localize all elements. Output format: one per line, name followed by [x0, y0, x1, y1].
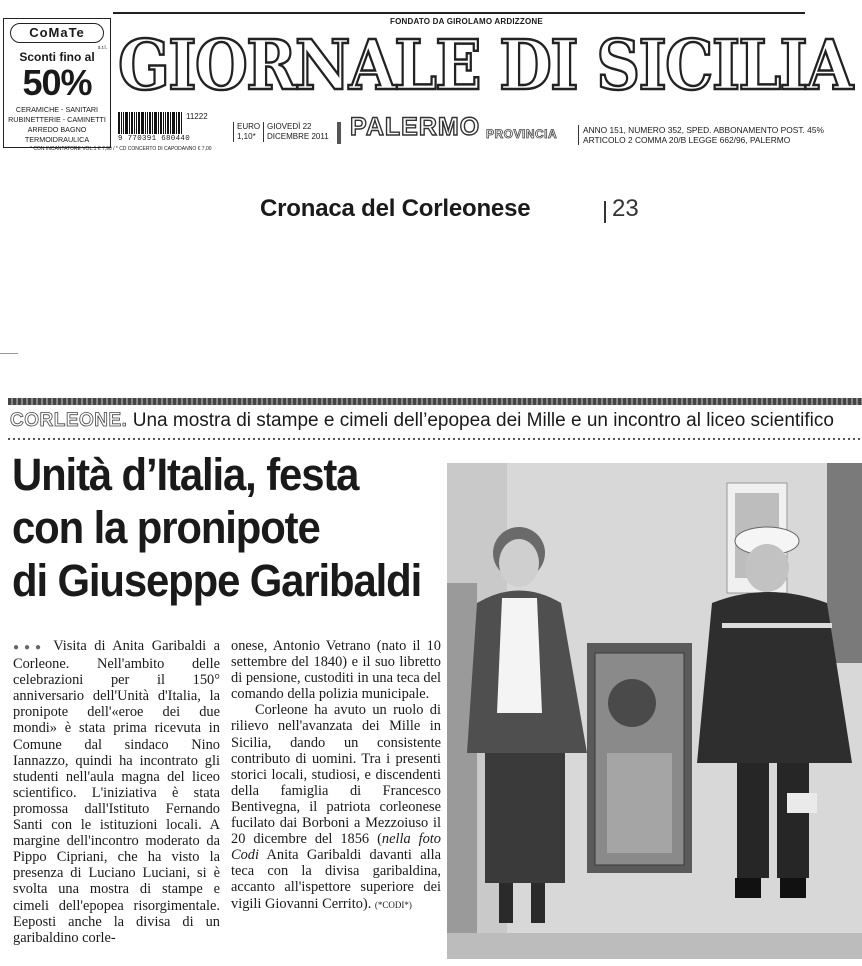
edition-name: PALERMO — [350, 113, 481, 141]
masthead-top-rule — [113, 12, 805, 14]
edition-subtitle: PROVINCIA — [486, 127, 558, 141]
kicker-text: Una mostra di stampe e cimeli dell’epopea dei Mille e un incontro al liceo scientifico — [127, 410, 834, 431]
advertisement-box — [3, 18, 111, 148]
photo-caption: nella foto Codi — [231, 831, 441, 864]
ad-discount-label: Sconti fino al — [19, 50, 95, 64]
ad-product-line: CERAMICHE - SANITARI — [15, 105, 99, 114]
ad-logo: CoMaTe — [10, 23, 104, 43]
article-column-1 — [13, 638, 220, 946]
publication-info-line: ARTICOLO 2 COMMA 20/B LEGGE 662/96, PALERMO — [583, 135, 791, 145]
column-2-text: Corleone ha avuto un ruolo di rilievo nell'avanzata dei Mille in Sicilia, dando un consistente contributo di uomini. Tra i presenti storici locali, studiosi, e discendenti della famiglia di Francesco Bentivegna, il patriota corleonese fucilato dai Borboni a Mezzoiuso il 20 dicembre del 1856 ( — [231, 702, 441, 848]
column-2-text-end: Anita Garibaldi davanti alla teca con la divisa garibaldina, accanto all'ispettore superiore dei vigili Giovanni Cerrito). — [231, 847, 441, 912]
column-1-text: Visita di Anita Garibaldi a Corleone. Nell'ambito delle celebrazioni per il 150° anniversario dell'Unità d'Italia, la pronipote dell'«eroe dei due mondi» è stata prima ricevuta in Comune dal sindaco Nino Iannazzo, quindi ha incontrato gli studenti nell'aula magna del liceo scientifico. L'iniziativa è stata promossa dall'Istituto Fernando Santi con le istituzioni locali. A margine dell'incontro moderato da Pippo Cipriani, che ha visto la presenza di Luciano Luciani, si è svolta una mostra di stampe e cimeli dell'epopea risorgimentale. Eeposti anche la divisa di un garibaldino corle- — [13, 638, 220, 946]
article-photo — [447, 463, 862, 959]
price-currency: EURO — [237, 122, 261, 131]
column-2-paragraph-2 — [231, 702, 441, 912]
photo-illustration — [447, 463, 862, 959]
kicker-place: CORLEONE. — [10, 410, 128, 431]
article-top-rule — [8, 398, 862, 405]
article-headline — [12, 448, 421, 607]
ad-products — [6, 105, 108, 145]
dotted-divider — [8, 438, 862, 440]
newspaper-title: GIORNALE DI SICILIA — [118, 26, 852, 106]
masthead-footnote: * CON INCANTATORE VOL.1 € 7,90 / * CD CONCERTO DI CAPODANNO € 7,00 — [30, 146, 212, 152]
column-2-paragraph-1: onese, Antonio Vetrano (nato il 10 settembre del 1840) e il suo libretto di pensione, custoditi in una teca del comando della polizia municipale. — [231, 638, 441, 703]
edition-bar — [337, 122, 341, 144]
price-value: 1,10* — [237, 132, 256, 141]
publication-info-line: ANNO 151, NUMERO 352, SPED. ABBONAMENTO POST. 45% — [583, 125, 824, 135]
issue-code: 11222 — [186, 112, 208, 121]
ad-product-line: TERMOIDRAULICA — [24, 135, 90, 144]
article-column-2 — [231, 638, 441, 913]
date-day: GIOVEDÌ 22 — [267, 122, 312, 131]
article-kicker — [10, 410, 834, 432]
headline-line: con la pronipote — [12, 502, 320, 553]
publication-info — [578, 125, 824, 145]
price — [233, 122, 260, 142]
barcode-number: 9 770391 680440 — [118, 135, 191, 143]
ad-discount-percent: 50% — [22, 62, 92, 103]
lead-bullets: ●●● — [13, 642, 46, 653]
ad-product-line: ARREDO BAGNO — [27, 125, 87, 134]
issue-date — [263, 122, 329, 142]
barcode — [118, 112, 226, 146]
ad-srl: s.r.l. — [97, 45, 107, 51]
section-separator — [604, 201, 606, 223]
founder-line: FONDATO DA GIROLAMO ARDIZZONE — [390, 17, 543, 26]
barcode-bars — [118, 112, 226, 134]
ad-product-line: RUBINETTERIE - CAMINETTI — [8, 115, 106, 124]
headline-line: di Giuseppe Garibaldi — [12, 555, 422, 606]
section-title: Cronaca del Corleonese — [260, 195, 531, 222]
scan-mark — [0, 353, 18, 354]
page-number: 23 — [612, 195, 639, 222]
author-signature: (*CODI*) — [374, 899, 412, 910]
headline-line: Unità d’Italia, festa — [12, 449, 359, 500]
date-month-year: DICEMBRE 2011 — [267, 132, 329, 141]
